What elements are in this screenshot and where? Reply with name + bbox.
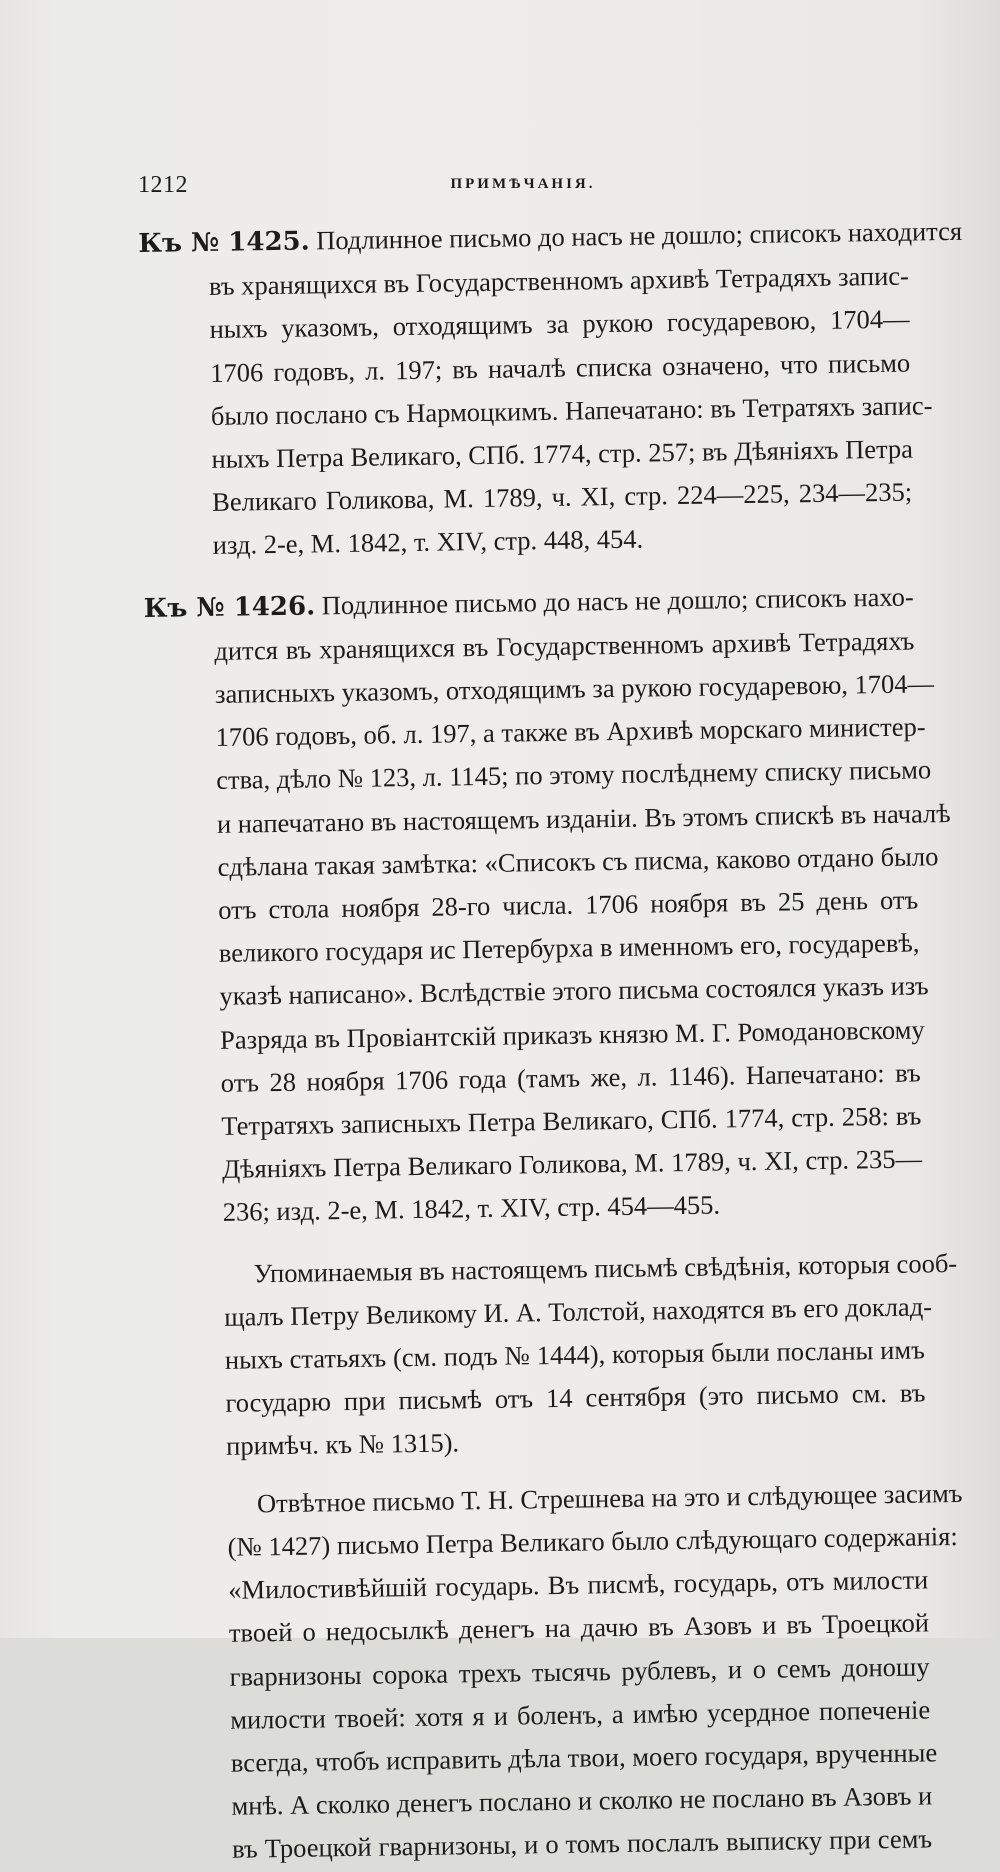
text-line: Отвѣтное письмо Т. Н. Стрешнева на это и слѣдующее засимъ [256, 1477, 963, 1519]
text-line: Подлинное письмо до насъ не дошло; списокъ находится [316, 215, 963, 256]
text-line: дится въ хранящихся въ Государственномъ архивѣ Тетрадяхъ [214, 625, 915, 666]
text-line: въ хранящихся въ Государственномъ архивѣ Тетрадяхъ запис- [208, 260, 910, 302]
text-line: указѣ написано». Вслѣдствіе этого письма состоялся указъ изъ [219, 970, 929, 1012]
text-line: твоей о недосылкѣ денегъ на дачю въ Азовъ и въ Троецкой [228, 1607, 930, 1649]
page-body [138, 211, 963, 1872]
text-line: ства, дѣло № 123, л. 1145; по этому послѣднему списку письмо [216, 754, 932, 796]
text-line: ныхъ Петра Великаго, СПб. 1774, стр. 257; въ Дѣяніяхъ Петра [211, 433, 914, 474]
text-line: 1706 годовъ, об. л. 197, а также въ Архивѣ морскаго министер- [215, 711, 926, 753]
text-line: примѣч. къ № 1315). [225, 1427, 460, 1462]
note-ref: Къ № 1426. [143, 591, 316, 624]
text-line: сдѣлана такая замѣтка: «Списокъ съ писма, каково отдано было [217, 841, 939, 882]
page-number: 1212 [138, 172, 188, 198]
text-line: «Милостивѣйшій государь. Въ писмѣ, государь, отъ милости [228, 1564, 929, 1605]
text-line: Упоминаемыя въ настоящемъ письмѣ свѣдѣнія, которыя сооб- [253, 1247, 958, 1289]
text-line: (№ 1427) письмо Петра Великаго было слѣдующаго содержанія: [227, 1520, 958, 1562]
text-line: Великаго Голикова, М. 1789, ч. XI, стр. 224—225, 234—235; [211, 476, 913, 518]
text-line: Тетратяхъ записныхъ Петра Великаго, СПб. 1774, стр. 258: въ [221, 1100, 922, 1141]
note-entry-1425 [138, 211, 963, 569]
text-line: 1706 годовъ, л. 197; въ началѣ списка означено, что письмо [210, 347, 911, 388]
text-line: и напечатано въ настоящемъ изданіи. Въ этомъ спискѣ въ началѣ [216, 797, 951, 839]
paragraph-tolstoy [153, 1242, 958, 1469]
text-line: Разряда въ Провіантскій приказъ князю М. Г. Ромодановскому [219, 1014, 925, 1055]
text-line: великого государя ис Петербурха в именномъ его, государевѣ, [218, 927, 920, 969]
text-line: отъ стола ноября 28-го числа. 1706 ноября въ 25 день отъ [217, 884, 919, 925]
text-line: Дѣяніяхъ Петра Великаго Голикова, М. 1789, ч. XI, стр. 235— [221, 1143, 923, 1185]
text-line: Подлинное письмо до насъ не дошло; списокъ нахо- [321, 581, 914, 620]
text-line: государю при письмѣ отъ 14 сентября (это письмо см. въ [225, 1377, 926, 1419]
note-entry-1426 [143, 575, 951, 1235]
text-line: изд. 2-е, М. 1842, т. XIV, стр. 448, 454. [212, 523, 644, 561]
text-line: ныхъ указомъ, отходящимъ за рукою государевою, 1704— [209, 303, 910, 345]
text-line: гварнизоны сорока трехъ тысячь рублевъ, и о семъ доношу [229, 1650, 930, 1692]
text-line: милости твоей: хотя я и боленъ, а имѣю усердное попеченіе [230, 1694, 931, 1735]
paragraph-streshnev [157, 1472, 963, 1872]
text-line: щалъ Петру Великому И. А. Толстой, находятся въ его доклад- [224, 1291, 933, 1332]
text-line: всегда, чтобъ исправить дѣла твои, моего государя, врученные [230, 1737, 938, 1778]
page-header [138, 172, 908, 212]
text-line: 236; изд. 2-е, М. 1842, т. XIV, стр. 454—455. [222, 1189, 721, 1228]
note-ref: Къ № 1425. [138, 226, 310, 259]
text-line: записныхъ указомъ, отходящимъ за рукою государевою, 1704— [214, 668, 935, 709]
text-line: отъ 28 ноября 1706 года (тамъ же, л. 1146). Напечатано: въ [220, 1057, 921, 1098]
running-head: ПРИМѢЧАНІЯ. [450, 176, 596, 192]
text-line: въ Троецкой гварнизоны, и о томъ послалъ выписку при семъ [231, 1823, 933, 1865]
text-line: было послано съ Нармоцкимъ. Напечатано: въ Тетратяхъ запис- [210, 390, 933, 431]
text-line: ныхъ статьяхъ (см. подъ № 1444), которыя были посланы имъ [224, 1334, 926, 1375]
text-line: мнѣ. А сколко денегъ послано и сколко не послано въ Азовъ и [231, 1780, 933, 1821]
